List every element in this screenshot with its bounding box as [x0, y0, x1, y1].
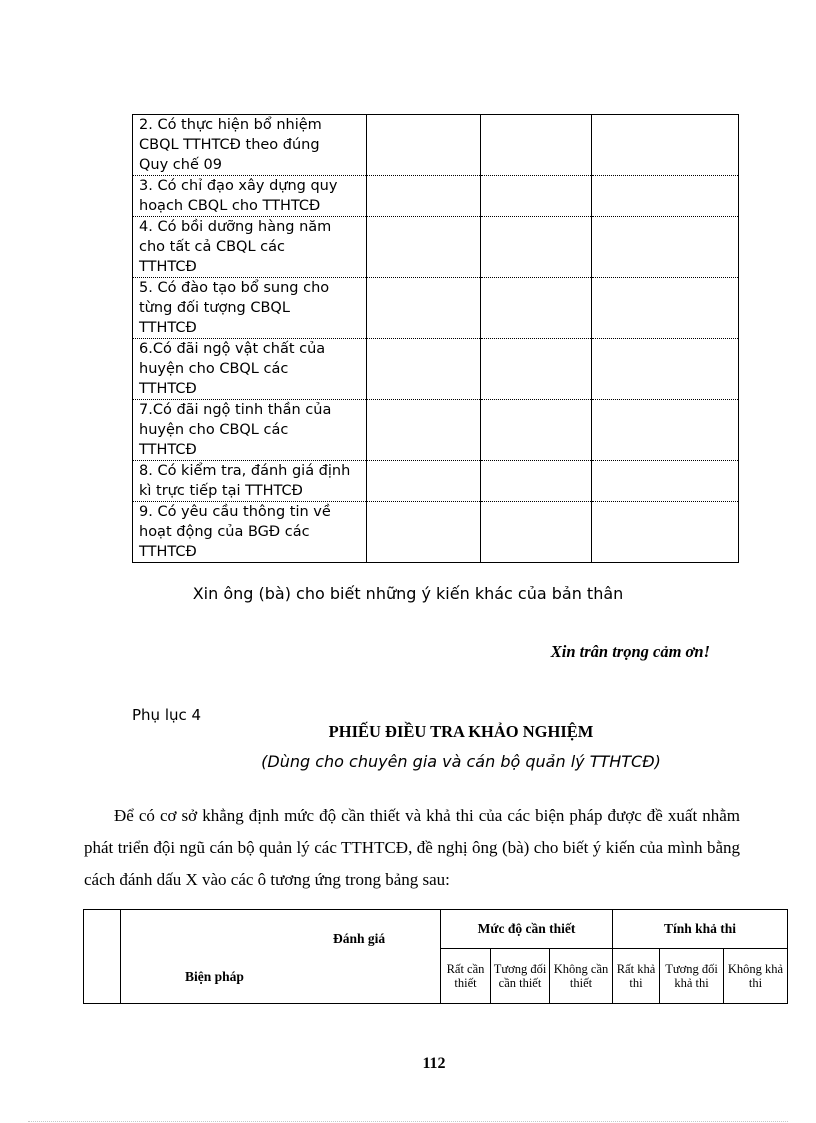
empty-rating-cell: [592, 400, 739, 461]
criterion-cell: 4. Có bồi dưỡng hàng năm cho tất cả CBQL các TTHTCĐ: [133, 217, 367, 278]
form-title: PHIẾU ĐIỀU TRA KHẢO NGHIỆM: [328, 722, 594, 741]
feasibility-level-relative: Tương đối khả thi: [660, 949, 724, 1004]
empty-rating-cell: [481, 461, 592, 502]
table-row: [133, 217, 739, 278]
feasibility-header: Tính khả thi: [613, 910, 788, 949]
empty-rating-cell: [481, 115, 592, 176]
index-column-header: [84, 910, 121, 1004]
table-row: [133, 278, 739, 339]
empty-rating-cell: [481, 278, 592, 339]
empty-rating-cell: [481, 502, 592, 563]
necessity-header: Mức độ cần thiết: [441, 910, 613, 949]
criterion-cell: 7.Có đãi ngộ tinh thần của huyện cho CBQL các TTHTCĐ: [133, 400, 367, 461]
empty-rating-cell: [592, 339, 739, 400]
empty-rating-cell: [592, 502, 739, 563]
criterion-cell: 3. Có chỉ đạo xây dựng quy hoạch CBQL cho TTHTCĐ: [133, 176, 367, 217]
criterion-cell: 6.Có đãi ngộ vật chất của huyện cho CBQL các TTHTCĐ: [133, 339, 367, 400]
page-bottom-rule: [28, 1121, 788, 1122]
measure-label: Biện pháp: [185, 969, 244, 984]
empty-rating-cell: [367, 502, 481, 563]
empty-rating-cell: [367, 461, 481, 502]
empty-rating-cell: [592, 461, 739, 502]
empty-rating-cell: [367, 217, 481, 278]
empty-rating-cell: [367, 339, 481, 400]
empty-rating-cell: [367, 176, 481, 217]
criteria-table: [132, 114, 739, 563]
evaluation-label: Đánh giá: [333, 931, 386, 946]
necessity-level-very: Rất cần thiết: [441, 949, 491, 1004]
form-subtitle: (Dùng cho chuyên gia và cán bộ quản lý TTHTCĐ): [261, 752, 661, 771]
criteria-table-body: [133, 115, 739, 563]
page-number: 112: [422, 1055, 446, 1072]
criterion-cell: 9. Có yêu cầu thông tin về hoạt động của BGĐ các TTHTCĐ: [133, 502, 367, 563]
table-row: [133, 502, 739, 563]
criterion-cell: 2. Có thực hiện bổ nhiệm CBQL TTHTCĐ theo đúng Quy chế 09: [133, 115, 367, 176]
empty-rating-cell: [592, 278, 739, 339]
empty-rating-cell: [367, 400, 481, 461]
necessity-level-relative: Tương đối cần thiết: [491, 949, 550, 1004]
empty-rating-cell: [481, 217, 592, 278]
intro-paragraph: Để có cơ sở khẳng định mức độ cần thiết và khả thi của các biện pháp được đề xuất nhằm phát triển đội ngũ cán bộ quản lý các TTHTCĐ, đề nghị ông (bà) cho biết ý kiến của mình bằng cách đánh dấu X vào các ô tương ứng trong bảng sau:: [84, 806, 740, 889]
feasibility-level-very: Rất khả thi: [613, 949, 660, 1004]
empty-rating-cell: [481, 176, 592, 217]
table-row: [133, 461, 739, 502]
evaluation-table: [83, 909, 788, 1004]
thanks-text: Xin trân trọng cảm ơn!: [550, 642, 710, 661]
other-opinions-text: Xin ông (bà) cho biết những ý kiến khác của bản thân: [192, 584, 624, 603]
table-row: [133, 115, 739, 176]
criterion-cell: 5. Có đào tạo bổ sung cho từng đối tượng CBQL TTHTCĐ: [133, 278, 367, 339]
empty-rating-cell: [367, 278, 481, 339]
empty-rating-cell: [592, 176, 739, 217]
empty-rating-cell: [367, 115, 481, 176]
table-row: [133, 400, 739, 461]
empty-rating-cell: [481, 400, 592, 461]
table-row: [133, 339, 739, 400]
empty-rating-cell: [592, 115, 739, 176]
criterion-cell: 8. Có kiểm tra, đánh giá định kì trực tiếp tại TTHTCĐ: [133, 461, 367, 502]
empty-rating-cell: [481, 339, 592, 400]
feasibility-level-not: Không khả thi: [724, 949, 788, 1004]
empty-rating-cell: [592, 217, 739, 278]
measure-header-cell: [121, 910, 441, 1004]
necessity-level-not: Không cần thiết: [550, 949, 613, 1004]
table-row: [133, 176, 739, 217]
appendix-label: Phụ lục 4: [132, 706, 202, 724]
